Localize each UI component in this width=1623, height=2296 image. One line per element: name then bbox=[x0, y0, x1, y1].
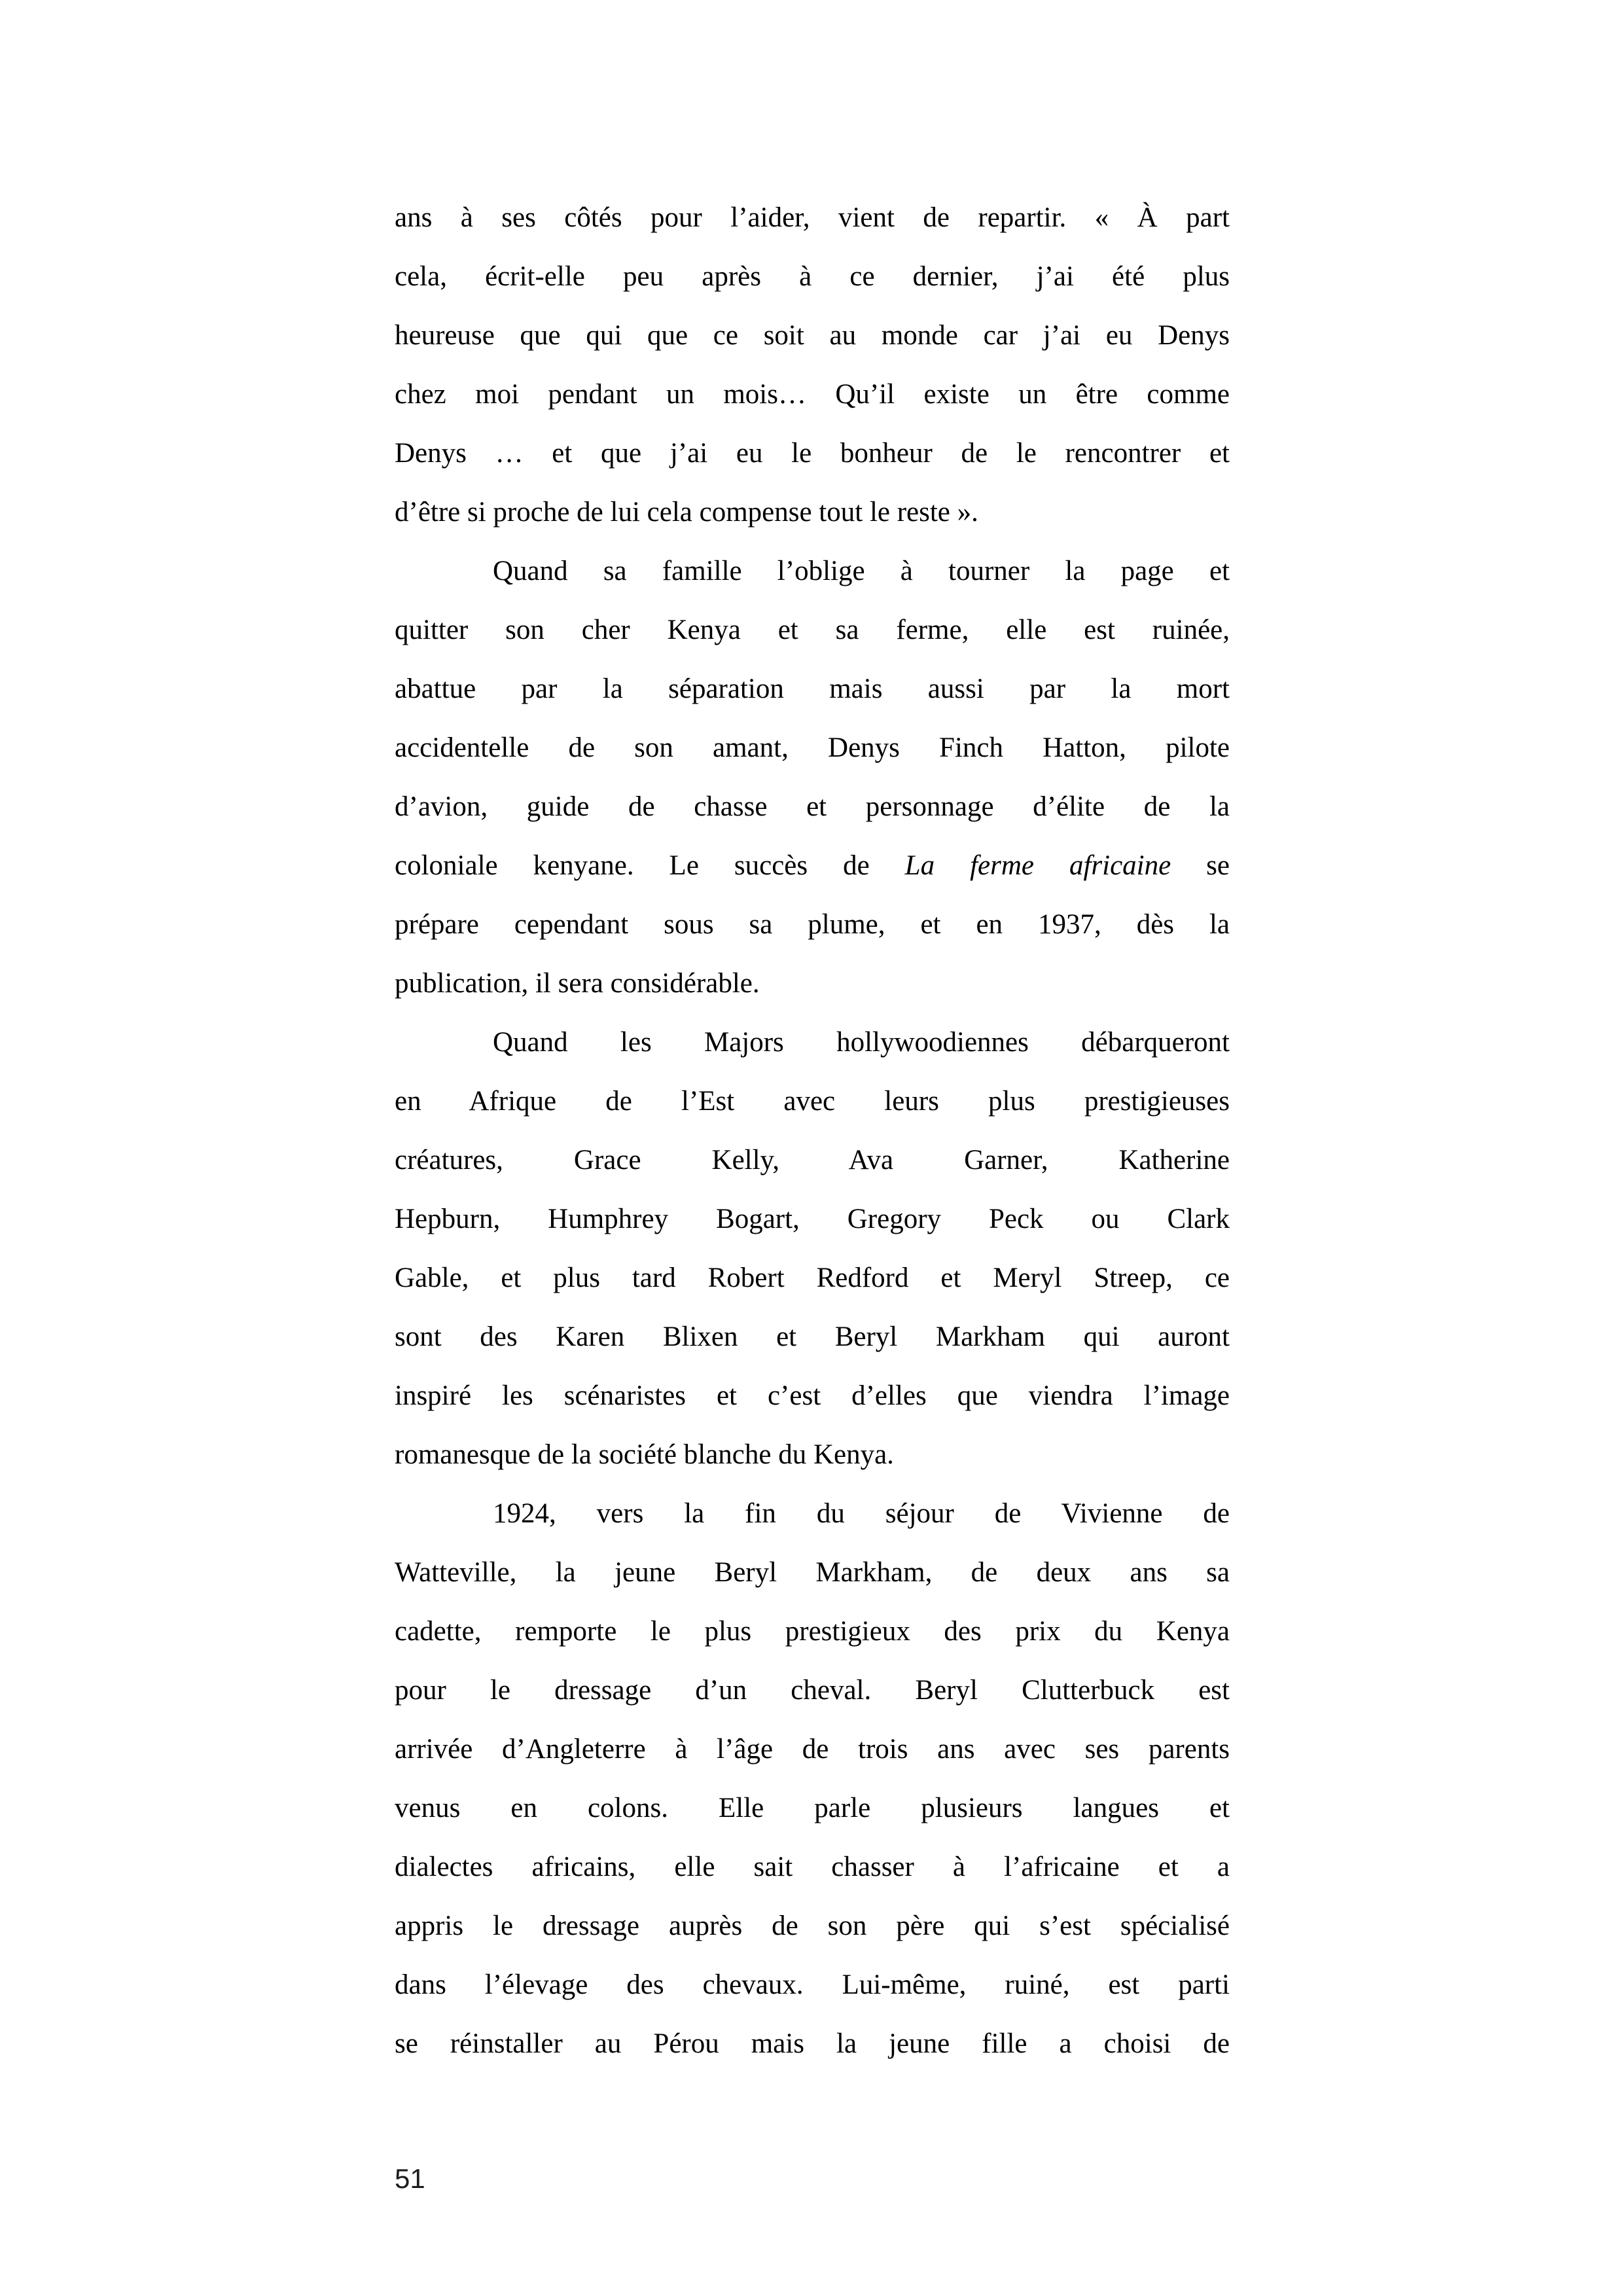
text-line bbox=[395, 1484, 1230, 1543]
text-run: prépare cependant sous sa plume, et en 1937, dès la bbox=[395, 909, 1230, 940]
text-run: cela, écrit-elle peu après à ce dernier, j’ai été plus bbox=[395, 261, 1230, 292]
text-run: pour le dressage d’un cheval. Beryl Clutterbuck est bbox=[395, 1675, 1230, 1706]
text-run: romanesque de la société blanche du Kenya. bbox=[395, 1439, 894, 1470]
text-run: en Afrique de l’Est avec leurs plus prestigieuses bbox=[395, 1086, 1230, 1117]
italic-run: La ferme africaine bbox=[904, 850, 1171, 881]
text-line bbox=[395, 1838, 1230, 1897]
text-line bbox=[395, 424, 1230, 483]
text-line bbox=[395, 1602, 1230, 1661]
text-line bbox=[395, 1426, 1230, 1484]
text-line bbox=[395, 2015, 1230, 2073]
text-line bbox=[395, 954, 1230, 1013]
page-text bbox=[395, 188, 1230, 2073]
text-run: 1924, vers la fin du séjour de Vivienne de bbox=[493, 1498, 1230, 1529]
text-line bbox=[395, 1072, 1230, 1131]
text-line bbox=[395, 1249, 1230, 1308]
text-run: arrivée d’Angleterre à l’âge de trois ans avec ses parents bbox=[395, 1734, 1230, 1765]
text-line bbox=[395, 247, 1230, 306]
text-run: dialectes africains, elle sait chasser à l’africaine et a bbox=[395, 1852, 1230, 1882]
text-run: Denys … et que j’ai eu le bonheur de le rencontrer et bbox=[395, 438, 1230, 469]
text-line bbox=[395, 365, 1230, 424]
text-line bbox=[395, 1190, 1230, 1249]
text-run: d’être si proche de lui cela compense tout le reste ». bbox=[395, 497, 978, 528]
text-line bbox=[395, 895, 1230, 954]
text-run: sont des Karen Blixen et Beryl Markham qui auront bbox=[395, 1321, 1230, 1352]
text-line bbox=[395, 1131, 1230, 1190]
text-line bbox=[395, 1367, 1230, 1426]
text-line bbox=[395, 188, 1230, 247]
text-run: venus en colons. Elle parle plusieurs langues et bbox=[395, 1793, 1230, 1823]
text-run: accidentelle de son amant, Denys Finch Hatton, pilote bbox=[395, 732, 1230, 763]
text-line bbox=[395, 483, 1230, 542]
text-line bbox=[395, 778, 1230, 836]
text-line bbox=[395, 1543, 1230, 1602]
text-run: Watteville, la jeune Beryl Markham, de deux ans sa bbox=[395, 1557, 1230, 1588]
text-line bbox=[395, 1661, 1230, 1720]
text-line bbox=[395, 542, 1230, 601]
text-line bbox=[395, 1956, 1230, 2015]
text-run: dans l’élevage des chevaux. Lui-même, ruiné, est parti bbox=[395, 1969, 1230, 2000]
text-run: publication, il sera considérable. bbox=[395, 968, 760, 999]
text-run: cadette, remporte le plus prestigieux des prix du Kenya bbox=[395, 1616, 1230, 1647]
text-run: Quand les Majors hollywoodiennes débarqueront bbox=[493, 1027, 1230, 1058]
text-run: Gable, et plus tard Robert Redford et Meryl Streep, ce bbox=[395, 1263, 1230, 1293]
text-run: heureuse que qui que ce soit au monde car j’ai eu Denys bbox=[395, 320, 1230, 351]
text-run: se réinstaller au Pérou mais la jeune fille a choisi de bbox=[395, 2028, 1230, 2059]
page-number: 51 bbox=[395, 2163, 425, 2194]
text-run: appris le dressage auprès de son père qui s’est spécialisé bbox=[395, 1910, 1230, 1941]
text-line bbox=[395, 1720, 1230, 1779]
text-run: Hepburn, Humphrey Bogart, Gregory Peck ou Clark bbox=[395, 1204, 1230, 1234]
text-line bbox=[395, 306, 1230, 365]
text-line bbox=[395, 660, 1230, 719]
text-run: chez moi pendant un mois… Qu’il existe un être comme bbox=[395, 379, 1230, 410]
text-line bbox=[395, 1897, 1230, 1956]
text-line bbox=[395, 1308, 1230, 1367]
text-line bbox=[395, 601, 1230, 660]
text-run: abattue par la séparation mais aussi par la mort bbox=[395, 673, 1230, 704]
text-run: ans à ses côtés pour l’aider, vient de repartir. « À part bbox=[395, 202, 1230, 233]
text-line bbox=[395, 1013, 1230, 1072]
text-run: se bbox=[1171, 850, 1230, 881]
text-run: Quand sa famille l’oblige à tourner la page et bbox=[493, 556, 1230, 586]
text-run: quitter son cher Kenya et sa ferme, elle est ruinée, bbox=[395, 615, 1230, 645]
text-line bbox=[395, 719, 1230, 778]
text-line bbox=[395, 836, 1230, 895]
text-run: d’avion, guide de chasse et personnage d’élite de la bbox=[395, 791, 1230, 822]
text-run: inspiré les scénaristes et c’est d’elles que viendra l’image bbox=[395, 1380, 1230, 1411]
text-line bbox=[395, 1779, 1230, 1838]
text-run: créatures, Grace Kelly, Ava Garner, Katherine bbox=[395, 1145, 1230, 1175]
text-run: coloniale kenyane. Le succès de bbox=[395, 850, 905, 881]
